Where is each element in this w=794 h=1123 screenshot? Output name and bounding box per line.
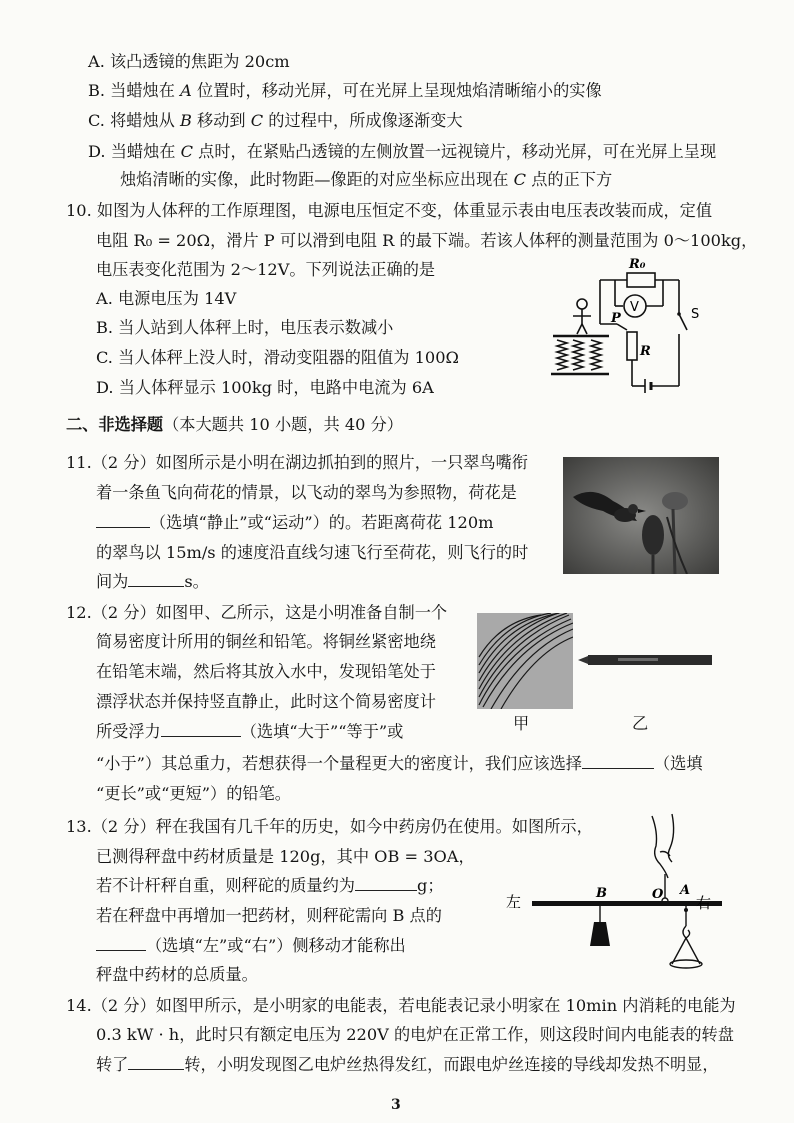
q13-text-line5: （选填“左”或“右”）侧移动才能称出 [96,934,406,958]
q14-text-line2: 0.3 kW · h，此时只有额定电压为 220V 的电炉在正常工作，则这段时间内电能表的转盘 [96,1025,734,1044]
q10-option-d: D. 当人体秤显示 100kg 时，电路中电流为 6A [96,378,434,397]
q10-text-line2: 电阻 R₀ = 20Ω，滑片 P 可以滑到电阻 R 的最下端。若该人体秤的测量范围为 0～100kg， [96,231,758,250]
q10-option-b: B. 当人站到人体秤上时，电压表示数减小 [96,318,394,337]
q9-option-d-line1: D. 当蜡烛在 C 点时，在紧贴凸透镜的左侧放置一远视镜片，移动光屏，可在光屏上呈现 [88,142,717,161]
q14-blank-1[interactable] [128,1053,184,1070]
rheostat-r-label: R [640,344,651,359]
q12-blank-2[interactable] [582,752,654,769]
copper-wire-photo [477,613,573,709]
q13-text-line2: 已测得秤盘中药材质量是 120g，其中 OB = 3OA， [96,847,475,866]
q12-text-line7: “更长”或“更短”）的铅笔。 [96,784,291,803]
q13-text-line4: 若在秤盘中再增加一把药材，则秤砣需向 B 点的 [96,906,442,925]
q9-option-d-line2: 烛焰清晰的实像，此时物距—像距的对应坐标应出现在 C 点的正下方 [120,170,613,189]
q11-text-line1: 11.（2 分）如图所示是小明在湖边抓拍到的照片，一只翠鸟嘴衔 [66,453,529,472]
q13-text-line6: 秤盘中药材的总质量。 [96,965,258,984]
q12-text-line3: 在铅笔末端，然后将其放入水中，发现铅笔处于 [96,662,436,681]
pencil-photo [578,652,714,668]
q14-text-line1: 14.（2 分）如图甲所示，是小明家的电能表，若电能表记录小明家在 10min 内消耗的电能为 [66,996,736,1015]
q12-text-line2: 简易密度计所用的铜丝和铅笔。将铜丝紧密地绕 [96,632,436,651]
q12-text-line6: “小于”）其总重力，若想获得一个量程更大的密度计，我们应该选择 （选填 [96,754,703,773]
q11-blank-1[interactable] [96,511,150,528]
body-scale-circuit-diagram [545,252,720,400]
q11-text-line5: 间为 s。 [96,572,209,591]
section-2-header: 二、非选择题（本大题共 10 小题，共 40 分） [66,415,403,434]
q9-option-c: C. 将蜡烛从 B 移动到 C 的过程中，所成像逐渐变大 [88,111,463,130]
q11-blank-2[interactable] [128,570,184,587]
right-label: 右 [696,894,712,912]
q13-text-line3: 若不计杆秤自重，则秤砣的质量约为 g； [96,876,444,895]
q12-text-line5: 所受浮力 （选填“大于”“等于”或 [96,722,404,741]
q13-blank-1[interactable] [355,874,417,891]
figure-jia-caption: 甲 [513,714,530,733]
left-label: 左 [506,893,522,911]
q10-option-c: C. 当人体秤上没人时，滑动变阻器的阻值为 100Ω [96,348,459,367]
figure-yi-caption: 乙 [632,714,649,733]
point-a-label: A [680,883,691,898]
q9-option-b: B. 当蜡烛在 A 位置时，移动光屏，可在光屏上呈现烛焰清晰缩小的实像 [88,81,602,100]
r0-label: R₀ [629,257,646,272]
q11-text-line4: 的翠鸟以 15m/s 的速度沿直线匀速飞行至荷花，则飞行的时 [96,543,529,562]
kingfisher-photo [563,457,719,574]
q11-text-line2: 着一条鱼飞向荷花的情景，以飞动的翠鸟为参照物，荷花是 [96,483,517,502]
q12-blank-1[interactable] [161,720,241,737]
q10-option-a: A. 电源电压为 14V [96,289,237,308]
q10-text-line3: 电压表变化范围为 2～12V。下列说法正确的是 [96,260,436,279]
q12-text-line4: 漂浮状态并保持竖直静止，此时这个简易密度计 [96,692,436,711]
q11-text-line3: （选填“静止”或“运动”）的。若距离荷花 120m [96,511,494,535]
q13-blank-2[interactable] [96,934,146,951]
slider-p-label: P [611,311,621,326]
q13-text-line1: 13.（2 分）秤在我国有几千年的历史，如今中药房仍在使用。如图所示， [66,817,593,836]
q12-text-line1: 12.（2 分）如图甲、乙所示，这是小明准备自制一个 [66,603,448,622]
page-number: 3 [391,1097,401,1113]
voltmeter-label: V [630,300,639,315]
q9-option-a: A. 该凸透镜的焦距为 20cm [88,52,290,71]
steelyard-diagram [500,812,722,980]
point-b-label: B [596,886,607,901]
q14-text-line3: 转了 转，小明发现图乙电炉丝热得发红，而跟电炉丝连接的导线却发热不明显， [96,1055,719,1074]
point-o-label: O [652,887,664,902]
switch-label: S [691,307,700,322]
q10-text-line1: 10. 如图为人体秤的工作原理图，电源电压恒定不变，体重显示表由电压表改装而成，定值 [66,201,713,220]
